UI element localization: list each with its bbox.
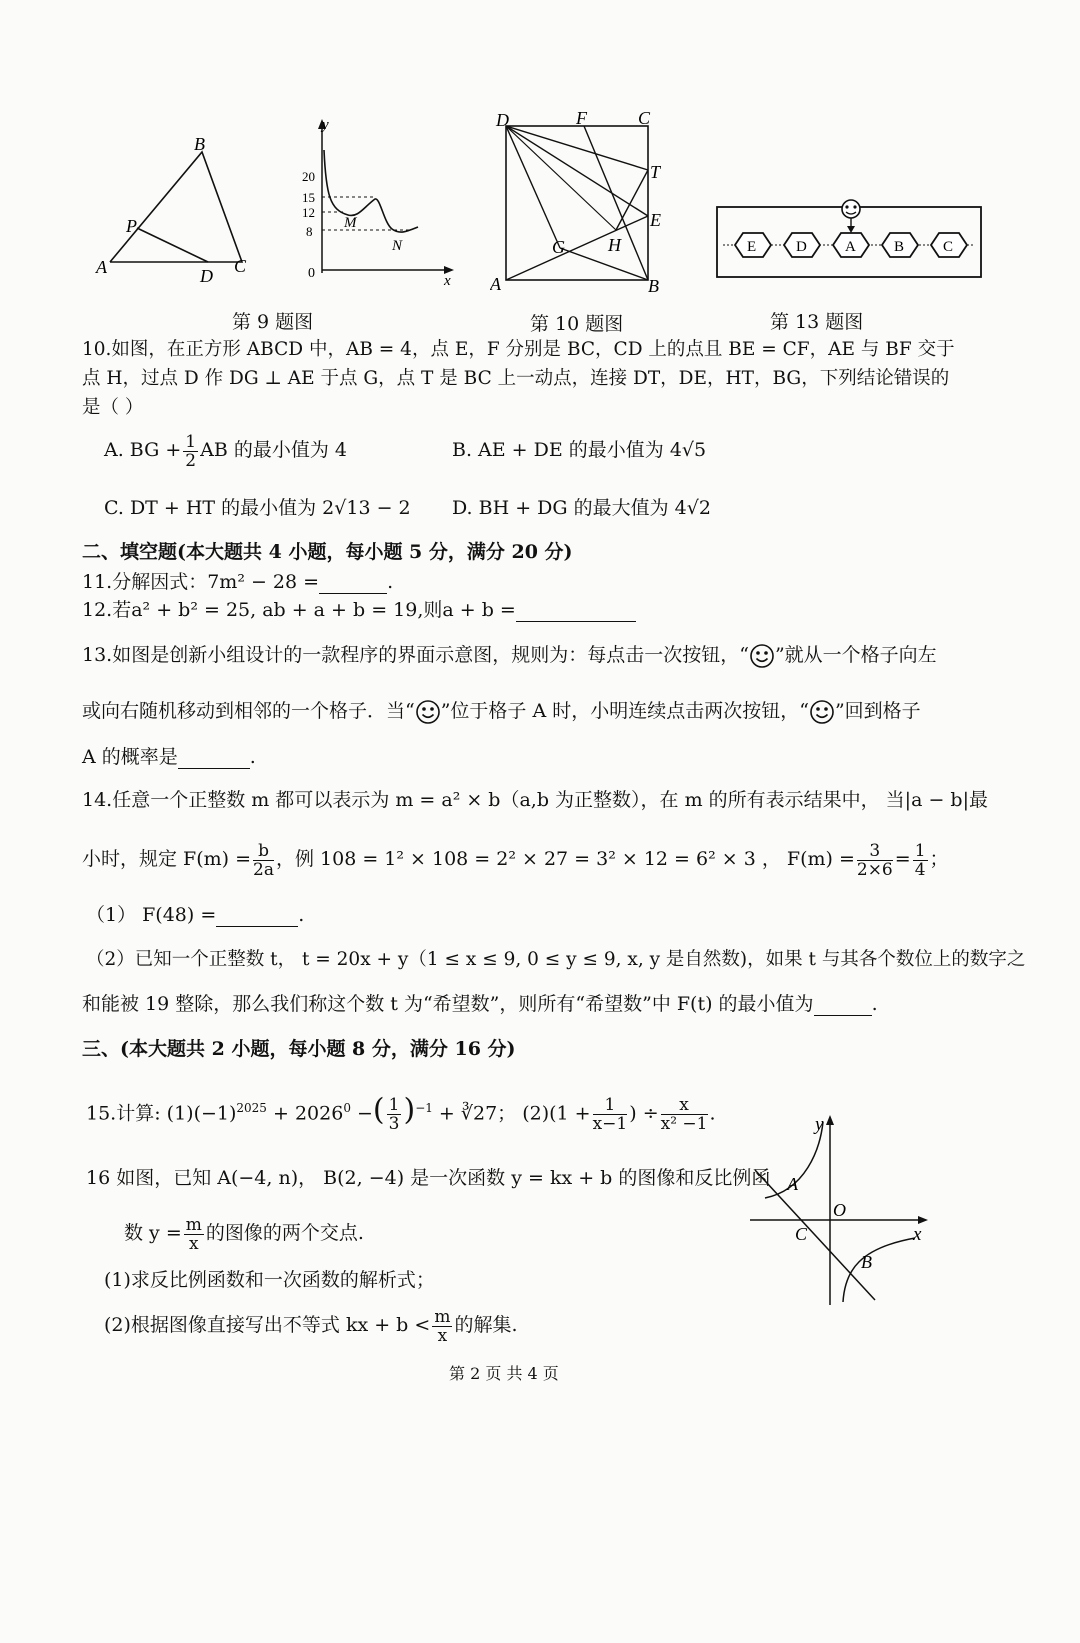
q13-l2-post: ”回到格子: [834, 700, 921, 722]
fig13-cell-D: D: [796, 239, 807, 255]
q13-l2-mid: ”位于格子 A 时，小明连续点击两次按钮，“: [440, 700, 809, 722]
fig9-label-D: D: [200, 266, 213, 286]
fig13-program: [715, 195, 985, 285]
q13-l3-pre: A 的概率是: [82, 746, 178, 768]
q15-frac-1-x1: $\frac{1}{x-1}$: [592, 1094, 628, 1134]
fig10-label-H: H: [608, 235, 621, 255]
q16-graph: [745, 1110, 940, 1310]
q13-l1-pre: 13.如图是创新小组设计的一款程序的界面示意图，规则为：每点击一次按钮，“: [82, 644, 749, 666]
q15-frac-1-3: $\frac{1}{3}$: [388, 1094, 400, 1134]
q15-frac-x-x2: $\frac{x}{\text{x² −1}}$: [660, 1094, 708, 1134]
fig9-label-C: C: [234, 256, 247, 276]
fig9-point-N: N: [392, 238, 403, 254]
q16-axis-y: y: [815, 1114, 824, 1135]
fig9-triangle: [90, 130, 260, 290]
q15-end: .: [709, 1102, 716, 1125]
fig9-caption: 第 9 题图: [232, 311, 314, 333]
q11-answer-blank[interactable]: [319, 575, 387, 594]
q13-line3: [82, 745, 256, 769]
q11-text: 11.分解因式：7m² − 28 =: [82, 571, 320, 593]
q15-mid4: ) ÷: [629, 1102, 659, 1125]
section2-title: 二、填空题(本大题共 4 小题，每小题 5 分，满分 20 分): [82, 541, 573, 563]
q13-l1-post: ”就从一个格子向左: [774, 644, 937, 666]
q14-part1: [86, 903, 304, 927]
q16-point-B: B: [861, 1252, 872, 1272]
fig13-cell-B: B: [894, 239, 905, 255]
fig9-origin: 0: [308, 266, 315, 281]
q15-line: 15.计算: $(1)(-1)^{2025} + 2026^0$ −( $\frac{1}{3}$ )$^{-1}$ + ∛27； (2)(1 + $\frac{1}{x-1}$ ) ÷ $\frac{x}{\text{x² −1}}$ .: [86, 1092, 716, 1134]
q10-stem-line3: 是（ ）: [82, 397, 144, 418]
q13-line1: [82, 640, 937, 670]
fig9-axis-x: x: [444, 273, 451, 289]
q14-frac-1-4: $\frac{1}{4}$: [914, 840, 926, 880]
q15-mid2: −: [350, 1102, 373, 1125]
q10-option-A[interactable]: [104, 430, 347, 470]
q14-p2-answer-blank[interactable]: [814, 997, 872, 1016]
fig9-tick-12: 12: [302, 205, 315, 220]
q16-point-C: C: [795, 1224, 808, 1244]
fig10-label-C: C: [638, 108, 651, 128]
fig9-tick-15: 15: [302, 190, 315, 205]
fig10-label-B: B: [648, 276, 659, 296]
fig13-cell-A: A: [845, 239, 856, 255]
fig10-square: [490, 108, 680, 298]
q15-mid3: + ∛27； (2)(1 +: [432, 1102, 591, 1125]
fig10-caption: 第 10 题图: [530, 313, 624, 335]
q10-option-D[interactable]: D. BH + DG 的最大值为 4√2: [452, 497, 711, 519]
q14-part2-line2: [82, 992, 878, 1016]
q16-p2-frac-m-x: $\frac{m}{x}$: [434, 1306, 451, 1346]
section3-title: 三、(本大题共 2 小题，每小题 8 分，满分 16 分): [82, 1038, 516, 1060]
q16-p2-pre: (2)根据图像直接写出不等式 kx + b <: [104, 1314, 431, 1336]
q16-part2: [104, 1300, 517, 1350]
q15-exp1: 2025: [236, 1101, 267, 1115]
q14-p1-end: .: [298, 904, 305, 926]
q14-l2-end: ；: [929, 848, 949, 870]
smiley-icon: [415, 699, 441, 725]
q12-text: 12.若a² + b² = 25, ab + a + b = 19,则a + b =: [82, 599, 516, 621]
q13-line2: [82, 696, 921, 726]
q13-l2-pre: 或向右随机移动到相邻的一个格子．当“: [82, 700, 415, 722]
q14-l2-eq: =: [894, 848, 911, 870]
q16-line2: [124, 1208, 364, 1258]
fig10-label-T: T: [650, 162, 661, 182]
q10-option-B[interactable]: B. AE + DE 的最小值为 4√5: [452, 439, 707, 461]
q14-p2-end: .: [871, 993, 878, 1015]
q16-axis-x: x: [913, 1224, 922, 1245]
fig13-cell-E: E: [747, 239, 757, 255]
q10-optA-pre: A. BG +: [104, 439, 182, 461]
smiley-icon: [749, 643, 775, 669]
q16-p2-post: 的解集.: [454, 1314, 518, 1336]
fig9-label-P: P: [126, 216, 137, 236]
q14-part2-line1: （2）已知一个正整数 t， t = 20x + y（1 ≤ x ≤ 9, 0 ≤ y ≤ 9, x, y 是自然数)，如果 t 与其各个数位上的数字之: [86, 949, 1026, 970]
q16-line1: 16 如图，已知 A(−4, n)， B(2, −4) 是一次函数 y = kx + b 的图像和反比例函: [86, 1167, 771, 1189]
q16-l2-pre: 数 y =: [124, 1222, 182, 1244]
q14-p1-answer-blank[interactable]: [216, 908, 298, 927]
q14-line1: 14.任意一个正整数 m 都可以表示为 m = a² × b（a,b 为正整数），在 m 的所有表示结果中， 当|a − b|最: [82, 789, 988, 811]
q16-l2-post: 的图像的两个交点.: [205, 1222, 364, 1244]
smiley-icon: [809, 699, 835, 725]
q14-line2: [82, 834, 949, 884]
q10-stem-line1: 10.如图，在正方形 ABCD 中，AB = 4，点 E，F 分别是 BC，CD 上的点且 BE = CF，AE 与 BF 交于: [82, 339, 955, 360]
fig9-point-M: M: [344, 215, 357, 231]
q14-frac-3-2x6: $\frac{3}{2\times 6}$: [856, 840, 893, 880]
q10-option-C[interactable]: C. DT + HT 的最小值为 2√13 − 2: [104, 497, 411, 519]
q14-p1-text: （1） F(48) =: [86, 904, 217, 926]
fig10-label-D: D: [496, 110, 509, 130]
fig10-label-G: G: [552, 237, 565, 257]
fig13-caption: 第 13 题图: [770, 311, 864, 333]
q11-line: [82, 570, 393, 594]
q10-stem-line2: 点 H，过点 D 作 DG ⊥ AE 于点 G，点 T 是 BC 上一动点，连接 DT，DE，HT，BG，下列结论错误的: [82, 368, 950, 389]
fig9-tick-8: 8: [306, 224, 313, 239]
fig13-cell-C: C: [943, 239, 954, 255]
q13-answer-blank[interactable]: [178, 750, 250, 769]
q16-origin-O: O: [833, 1200, 846, 1220]
q14-frac-b-2a: $\frac{b}{2a}$: [253, 840, 274, 880]
q13-l3-end: .: [249, 746, 256, 768]
fig10-label-A: A: [490, 274, 501, 294]
fig9-tick-20: 20: [302, 169, 315, 184]
q15-exp2: 0: [343, 1101, 351, 1115]
q10-optA-frac: $\frac{1}{2}$: [185, 431, 197, 471]
fig10-label-F: F: [576, 108, 587, 128]
q16-part1: (1)求反比例函数和一次函数的解析式；: [104, 1269, 435, 1291]
q14-l2-pre: 小时，规定 F(m) =: [82, 848, 252, 870]
fig9-label-B: B: [194, 134, 205, 154]
q16-point-A: A: [787, 1174, 798, 1194]
smiley-icon: [842, 200, 860, 218]
fig10-label-E: E: [650, 210, 661, 230]
q14-l2-mid: ，例 108 = 1² × 108 = 2² × 27 = 3² × 12 = 6² × 3 ， F(m) =: [275, 848, 855, 870]
fig9-label-A: A: [96, 257, 107, 277]
q12-answer-blank[interactable]: [516, 603, 636, 622]
q12-line: [82, 598, 636, 622]
fig9-axis-y: y: [322, 117, 329, 133]
q10-optA-post: AB 的最小值为 4: [200, 439, 347, 461]
q15-pre: 15.计算: (1)(−1): [86, 1102, 237, 1125]
q14-p2-l2-text: 和能被 19 整除，那么我们称这个数 t 为“希望数”，则所有“希望数”中 F(t) 的最小值为: [82, 993, 814, 1015]
page-footer: 第 2 页 共 4 页: [449, 1364, 559, 1383]
fig9-graph: [300, 115, 460, 290]
q11-end: .: [387, 571, 394, 593]
q15-exp3: −1: [415, 1101, 433, 1115]
q16-frac-m-x: $\frac{m}{x}$: [185, 1214, 202, 1254]
q15-mid1: + 2026: [266, 1102, 344, 1125]
